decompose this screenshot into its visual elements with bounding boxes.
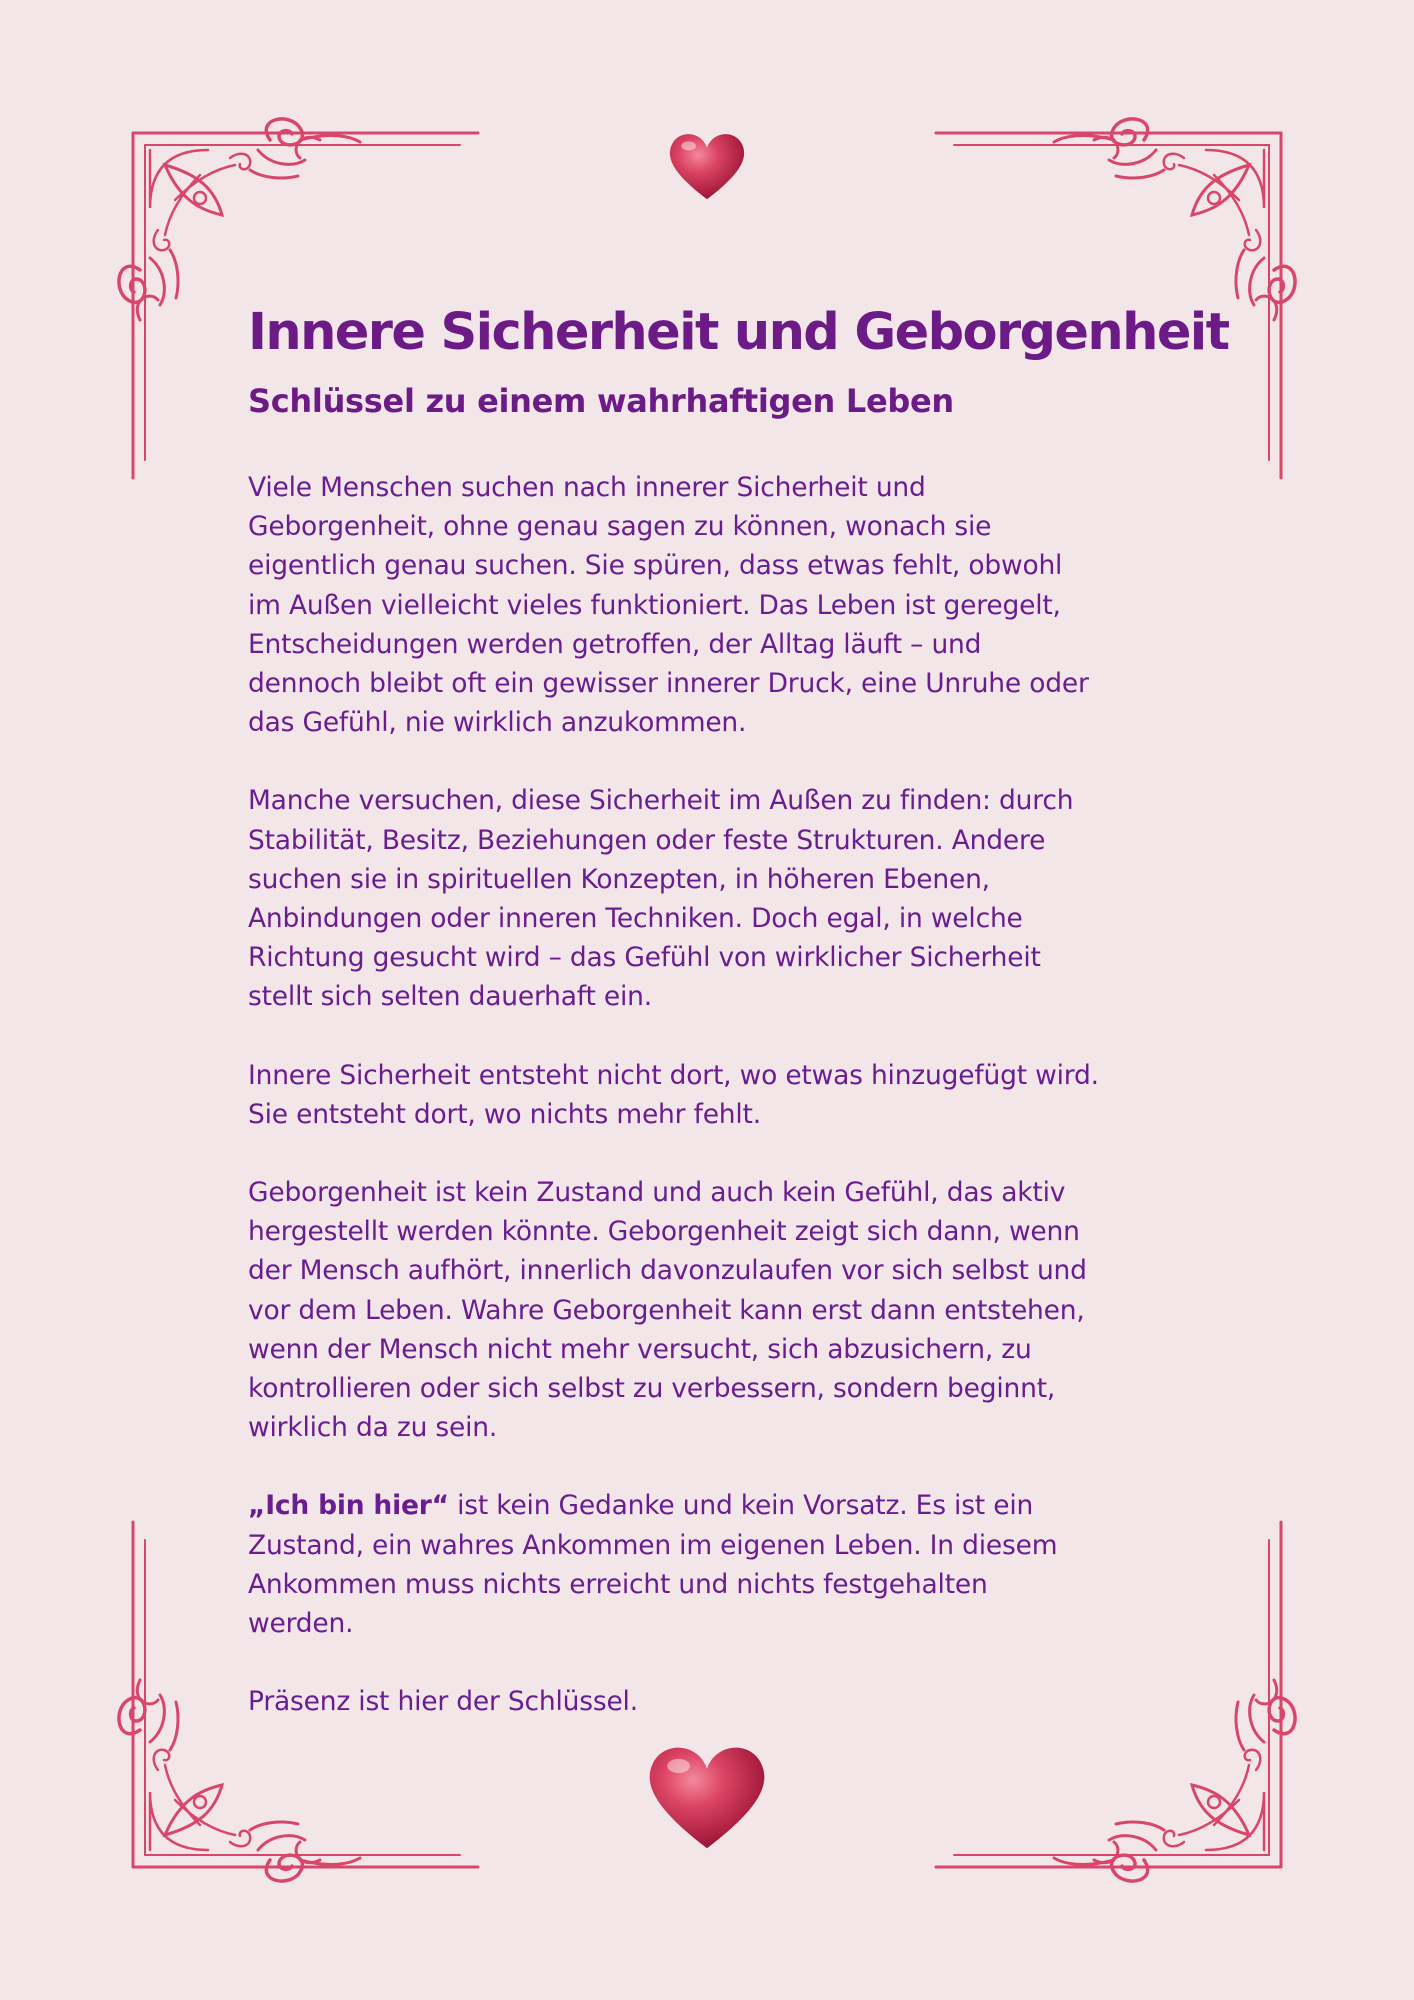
text-line: Geborgenheit, ohne genau sagen zu können, wonach sie xyxy=(248,511,992,543)
text-line: wenn der Mensch nicht mehr versucht, sich abzusichern, zu xyxy=(248,1333,1032,1365)
paragraph-3 xyxy=(248,1056,1188,1134)
paragraph-6 xyxy=(248,1682,1188,1721)
emphasis-quote: „Ich bin hier“ xyxy=(248,1490,449,1522)
paragraph-5 xyxy=(248,1486,1188,1643)
text-line: Zustand, ein wahres Ankommen im eigenen Leben. In diesem xyxy=(248,1529,1058,1561)
text-line: Sie entsteht dort, wo nichts mehr fehlt. xyxy=(248,1098,761,1130)
text-line xyxy=(248,1486,1188,1525)
text-line: kontrollieren oder sich selbst zu verbessern, sondern beginnt, xyxy=(248,1373,1056,1405)
text-line: eigentlich genau suchen. Sie spüren, dass etwas fehlt, obwohl xyxy=(248,550,1063,582)
text-line: Präsenz ist hier der Schlüssel. xyxy=(248,1686,638,1718)
text-line: hergestellt werden könnte. Geborgenheit zeigt sich dann, wenn xyxy=(248,1216,1080,1248)
text-line: das Gefühl, nie wirklich anzukommen. xyxy=(248,707,747,739)
text-fragment: ist kein Gedanke und kein Vorsatz. Es ist ein xyxy=(448,1490,1034,1522)
text-line: Viele Menschen suchen nach innerer Sicherheit und xyxy=(248,472,926,503)
document-body xyxy=(248,468,1188,1721)
text-line: im Außen vielleicht vieles funktioniert. Das Leben ist geregelt, xyxy=(248,589,1061,621)
text-line: Innere Sicherheit entsteht nicht dort, wo etwas hinzugefügt wird. xyxy=(248,1059,1099,1091)
text-line: stellt sich selten dauerhaft ein. xyxy=(248,981,652,1013)
text-line: Stabilität, Besitz, Beziehungen oder feste Strukturen. Andere xyxy=(248,824,1046,856)
heart-icon xyxy=(670,134,744,199)
text-line: Anbindungen oder inneren Techniken. Doch egal, in welche xyxy=(248,903,1023,935)
text-line: suchen sie in spirituellen Konzepten, in höheren Ebenen, xyxy=(248,863,990,895)
text-line: dennoch bleibt oft ein gewisser innerer Druck, eine Unruhe oder xyxy=(248,668,1089,700)
text-line: Manche versuchen, diese Sicherheit im Außen zu finden: durch xyxy=(248,785,1074,817)
text-line: werden. xyxy=(248,1608,354,1640)
text-line: Entscheidungen werden getroffen, der Alltag läuft – und xyxy=(248,628,982,660)
document-content xyxy=(248,296,1229,1760)
text-line: wirklich da zu sein. xyxy=(248,1412,498,1444)
paragraph-1 xyxy=(248,468,1188,742)
document-title: Innere Sicherheit und Geborgenheit xyxy=(248,303,1229,362)
text-line: vor dem Leben. Wahre Geborgenheit kann erst dann entstehen, xyxy=(248,1294,1085,1326)
paragraph-2 xyxy=(248,781,1188,1016)
text-line: Ankommen muss nichts erreicht und nichts festgehalten xyxy=(248,1568,988,1600)
text-line: der Mensch aufhört, innerlich davonzulaufen vor sich selbst und xyxy=(248,1255,1087,1287)
document-subtitle: Schlüssel zu einem wahrhaftigen Leben xyxy=(248,382,954,420)
heart-icon xyxy=(650,1748,765,1849)
paragraph-4 xyxy=(248,1173,1188,1447)
text-line: Geborgenheit ist kein Zustand und auch kein Gefühl, das aktiv xyxy=(248,1177,1066,1209)
text-line: Richtung gesucht wird – das Gefühl von wirklicher Sicherheit xyxy=(248,942,1041,974)
